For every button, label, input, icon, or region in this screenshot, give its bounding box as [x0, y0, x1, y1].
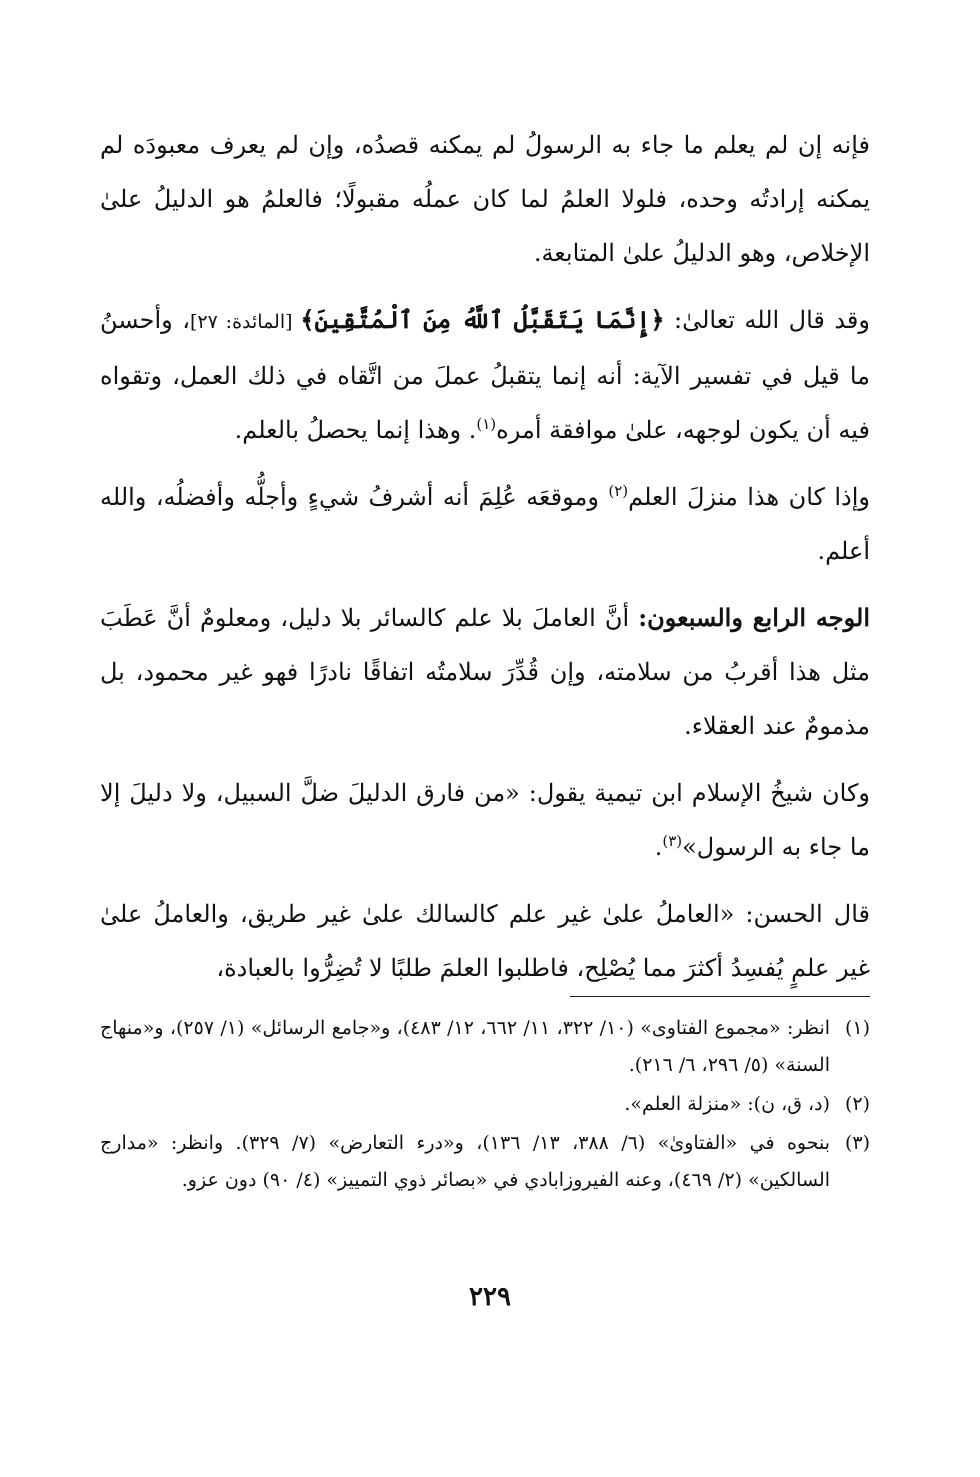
main-text: [100, 118, 870, 1008]
quran-verse: ﴿إِنَّمَا يَتَقَبَّلُ ٱللَّهُ مِنَ ٱلْمُتَّقِينَ﴾: [300, 305, 665, 334]
page-number: ٢٢٩: [469, 1282, 511, 1312]
footnote-marker-2[interactable]: (٢): [608, 482, 629, 500]
footnote-text: انظر: «مجموع الفتاوى» (١٠/ ٣٢٢، ١١/ ٦٦٢، ١٢/ ٤٨٣)، و«جامع الرسائل» (١/ ٢٥٧)، و«منهاج السنة» (٥/ ٢٩٦، ٦/ ٢١٦).: [100, 1017, 831, 1076]
paragraph-3-start: وإذا كان هذا منزلَ العلم: [628, 483, 870, 511]
footnotes: [100, 1010, 870, 1201]
paragraph-2-end: . وهذا إنما يحصلُ بالعلم.: [234, 416, 477, 444]
footnote-marker-1[interactable]: (١): [476, 415, 497, 433]
paragraph-3-end: وموقعَه عُلِمَ أنه أشرفُ شيءٍ وأجلُّه وأفضلُه، والله أعلم.: [100, 483, 870, 565]
footnote-text: (د، ق، ن): «منزلة العلم».: [624, 1093, 830, 1115]
footnote-2: [100, 1086, 870, 1123]
paragraph-6-text: قال الحسن: «العاملُ علىٰ غير علم كالسالك علىٰ غير طريق، والعاملُ علىٰ غير علمٍ يُفسِدُ أكثرَ مما يُصْلِح، فاطلبوا العلمَ طلبًا لا تُضِرُّوا بالعبادة،: [100, 900, 870, 982]
paragraph-2: [100, 293, 870, 457]
paragraph-5-text: وكان شيخُ الإسلام ابن تيمية يقول: «من فارق الدليلَ ضلَّ السبيل، ولا دليلَ إلا ما جاء به الرسول»: [100, 779, 870, 861]
paragraph-2-intro: وقد قال الله تعالىٰ:: [664, 306, 870, 334]
section-heading: الوجه الرابع والسبعون:: [638, 603, 870, 632]
verse-reference: [المائدة: ٢٧]: [189, 311, 301, 333]
footnote-1: [100, 1010, 870, 1084]
paragraph-3: [100, 470, 870, 578]
paragraph-1: [100, 118, 870, 280]
paragraph-6: [100, 887, 870, 995]
paragraph-4-text: أنَّ العاملَ بلا علم كالسائر بلا دليل، ومعلومٌ أنَّ عَطَبَ مثل هذا أقربُ من سلامته، وإن قُدِّرَ سلامتُه اتفاقًا نادرًا فهو غير محمود، بل مذمومٌ عند العقلاء.: [100, 604, 871, 740]
footnote-number: (٢): [844, 1093, 870, 1115]
footnote-number: (١): [844, 1017, 870, 1039]
footnote-separator: [570, 996, 870, 997]
paragraph-5-end: .: [654, 833, 663, 861]
paragraph-5: [100, 766, 870, 874]
footnote-3: [100, 1125, 870, 1199]
footnote-marker-3[interactable]: (٣): [662, 832, 683, 850]
paragraph-4: [100, 591, 870, 753]
footnote-number: (٣): [844, 1132, 870, 1154]
paragraph-1-text: فإنه إن لم يعلم ما جاء به الرسولُ لم يمكنه قصدُه، وإن لم يعرف معبودَه لم يمكنه إرادتُه وحده، فلولا العلمُ لما كان عملُه مقبولًا؛ فالعلمُ هو الدليلُ علىٰ الإخلاص، وهو الدليلُ علىٰ المتابعة.: [100, 131, 870, 267]
paragraph-2-body: ، وأحسنُ ما قيل في تفسير الآية: أنه إنما يتقبلُ عملَ من اتَّقاه في ذلك العمل، وتقواه فيه أن يكون لوجهه، علىٰ موافقة أمره: [100, 306, 870, 444]
footnote-text: بنحوه في «الفتاوىٰ» (٦/ ٣٨٨، ١٣/ ١٣٦)، و«درء التعارض» (٧/ ٣٢٩). وانظر: «مدارج السالكين» (٢/ ٤٦٩)، وعنه الفيروزابادي في «بصائر ذوي التمييز» (٤/ ٩٠) دون عزو.: [100, 1132, 830, 1191]
